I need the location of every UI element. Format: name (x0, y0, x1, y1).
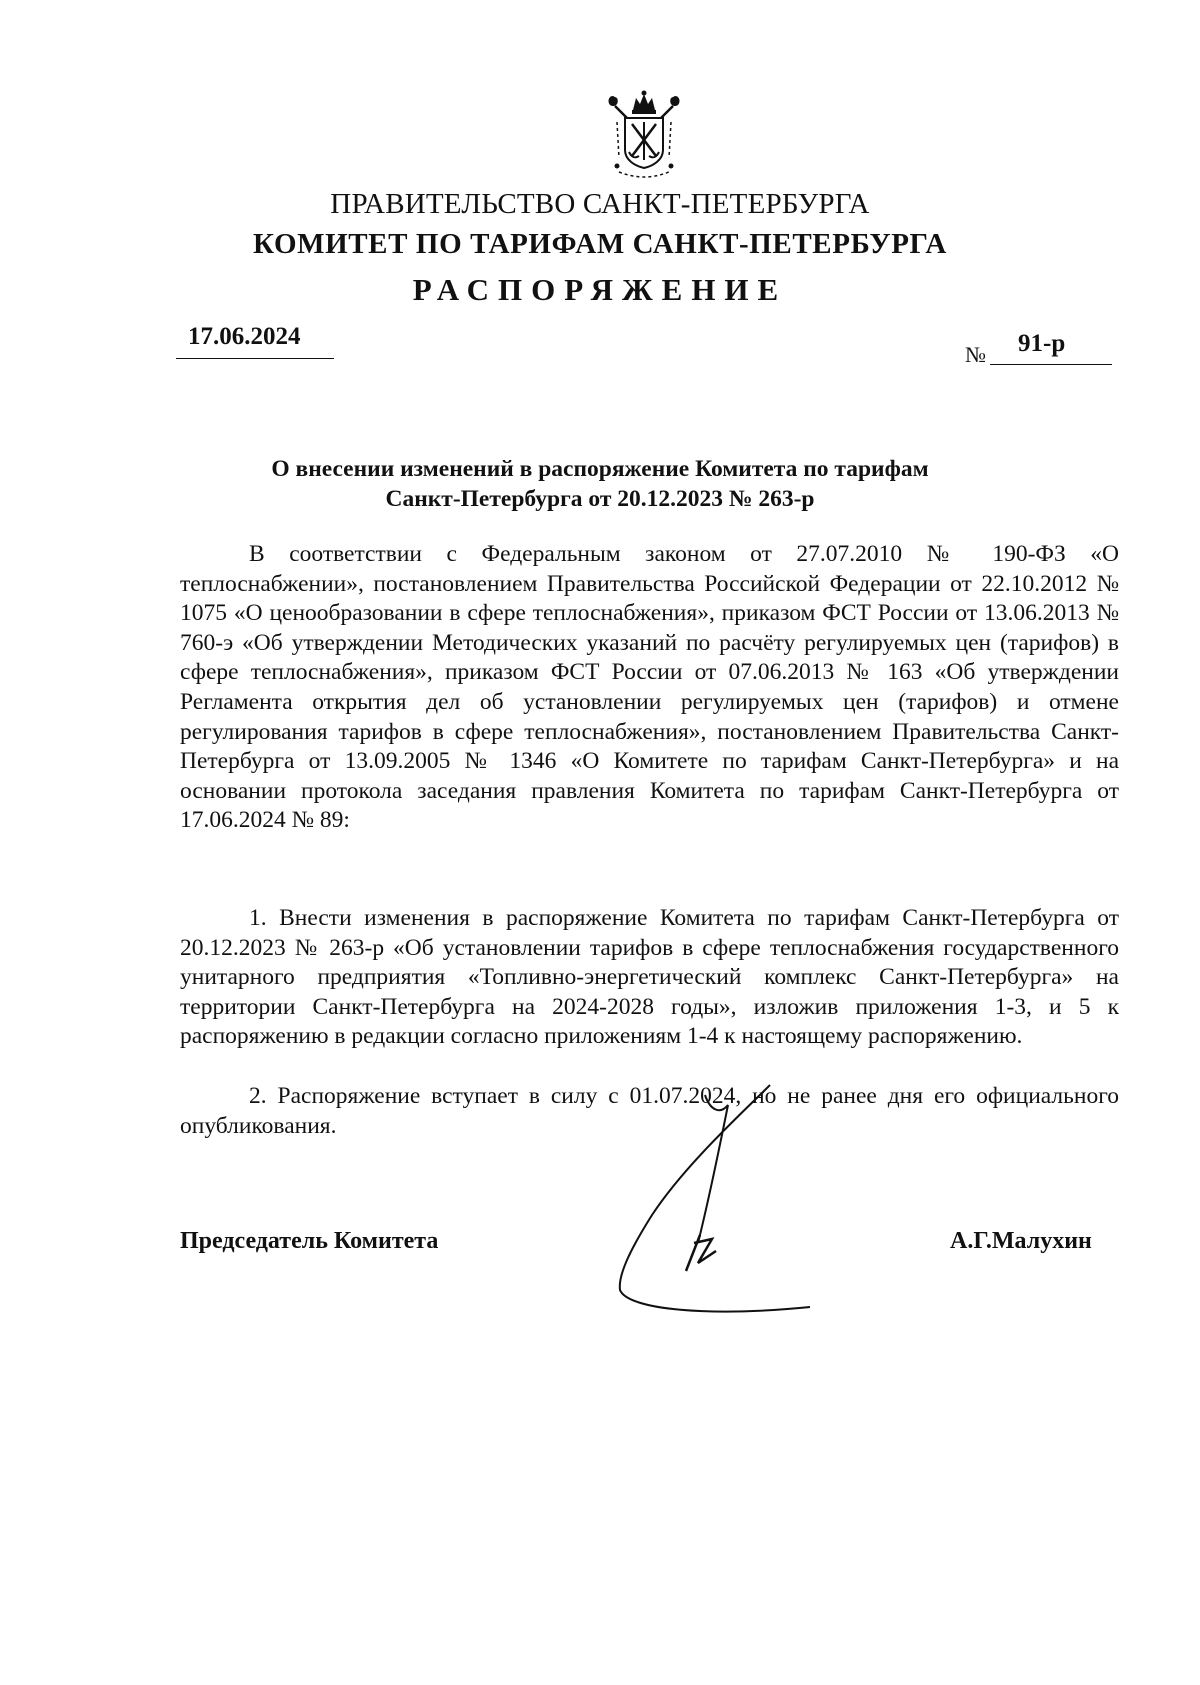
signer-position: Председатель Комитета (180, 1228, 439, 1254)
date-underline (176, 358, 334, 359)
number-underline (990, 364, 1112, 365)
government-name: ПРАВИТЕЛЬСТВО САНКТ-ПЕТЕРБУРГА (330, 188, 870, 220)
committee-name: КОМИТЕТ ПО ТАРИФАМ САНКТ-ПЕТЕРБУРГА (253, 228, 947, 260)
document-type: РАСПОРЯЖЕНИЕ (412, 272, 788, 307)
signer-name: А.Г.Малухин (950, 1228, 1092, 1254)
handwritten-signature (590, 1075, 820, 1315)
preamble-paragraph: В соответствии с Федеральным законом от 27.07.2010 № 190-ФЗ «О теплоснабжении», постановлением Правительства Российской Федерации от 22.10.2012 № 1075 «О ценообразовании в сфере теплоснабжения», приказом ФСТ России от 13.06.2013 № 760-э «Об утверждении Методических указаний по расчёту регулируемых цен (тарифов) в сфере теплоснабжения», приказом ФСТ России от 07.06.2013 № 163 «Об утверждении Регламента открытия дел об установлении регулируемых цен (тарифов) и отмене регулирования тарифов в сфере теплоснабжения», постановлением Правительства Санкт-Петербурга от 13.09.2005 № 1346 «О Комитете по тарифам Санкт-Петербурга» и на основании протокола заседания правления Комитета по тарифам Санкт-Петербурга от 17.06.2024 № 89: (180, 541, 1119, 834)
item-1-paragraph: 1. Внести изменения в распоряжение Комитета по тарифам Санкт-Петербурга от 20.12.2023 № 263-р «Об установлении тарифов в сфере теплоснабжения государственного унитарного предприятия «Топливно-энергетический комплекс Санкт-Петербурга» на территории Санкт-Петербурга на 2024-2028 годы», изложив приложения 1-3, и 5 к распоряжению в редакции согласно приложениям 1-4 к настоящему распоряжению. (180, 905, 1119, 1050)
title-line-2: Санкт-Петербурга от 20.12.2023 № 263-р (385, 486, 815, 512)
document-date: 17.06.2024 (188, 323, 301, 350)
document-title (180, 454, 1020, 514)
coat-of-arms-icon (603, 88, 685, 180)
document-number: 91-р (1018, 330, 1066, 357)
number-label: № (965, 342, 986, 367)
title-line-1: О внесении изменений в распоряжение Комитета по тарифам (271, 456, 929, 482)
item-2-paragraph: 2. Распоряжение вступает в силу с 01.07.2024, но не ранее дня его официального опубликования. (180, 1083, 1119, 1139)
